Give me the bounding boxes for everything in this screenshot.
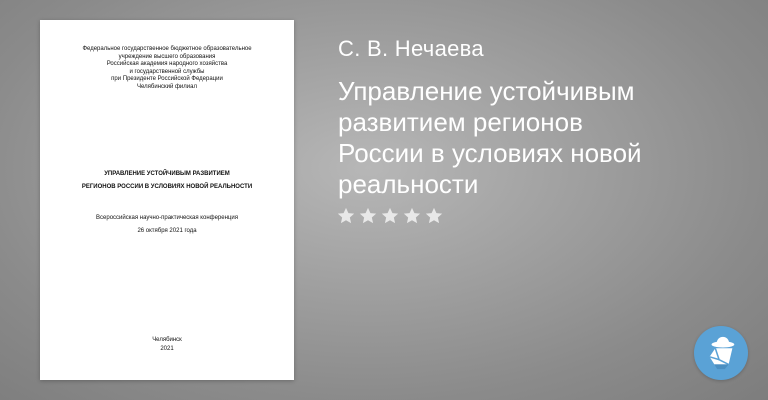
cover-org-line: Челябинский филиал [137, 83, 197, 90]
cover-organization [50, 46, 284, 92]
book-cover[interactable] [40, 20, 294, 380]
book-title [338, 76, 738, 200]
cover-footer [50, 336, 284, 354]
star-icon[interactable] [424, 206, 444, 226]
star-icon[interactable] [402, 206, 422, 226]
cover-date: 26 октября 2021 года [137, 228, 197, 234]
cover-title [50, 168, 284, 194]
cover-org-line: Федеральное государственное бюджетное образовательное [82, 46, 252, 52]
book-author[interactable]: С. В. Нечаева [338, 36, 484, 61]
cover-org-line: Российская академия народного хозяйства [106, 61, 228, 68]
site-logo-badge[interactable] [694, 326, 748, 380]
book-title-line: России в условиях новой [338, 138, 642, 168]
star-icon[interactable] [336, 206, 356, 226]
cover-title-line: УПРАВЛЕНИЕ УСТОЙЧИВЫМ РАЗВИТИЕМ [104, 171, 230, 177]
book-title-line: реальности [338, 169, 479, 199]
book-title-line: Управление устойчивым [338, 76, 635, 106]
cover-org-line: учреждение высшего образования [118, 53, 216, 60]
cover-conference-info [50, 212, 284, 238]
cover-org-line: и государственной службы [129, 68, 205, 75]
cover-title-line: РЕГИОНОВ РОССИИ В УСЛОВИЯХ НОВОЙ РЕАЛЬНОСТИ [81, 184, 253, 190]
cover-city: Челябинск [152, 337, 182, 343]
star-icon[interactable] [358, 206, 378, 226]
book-title-line: развитием регионов [338, 107, 583, 137]
cover-year: 2021 [160, 346, 174, 352]
reader-with-hat-icon [702, 334, 740, 372]
rating-stars[interactable] [336, 206, 444, 226]
cover-conference: Всероссийская научно-практическая конференция [96, 215, 238, 221]
star-icon[interactable] [380, 206, 400, 226]
cover-org-line: при Президенте Российской Федерации [111, 76, 223, 83]
